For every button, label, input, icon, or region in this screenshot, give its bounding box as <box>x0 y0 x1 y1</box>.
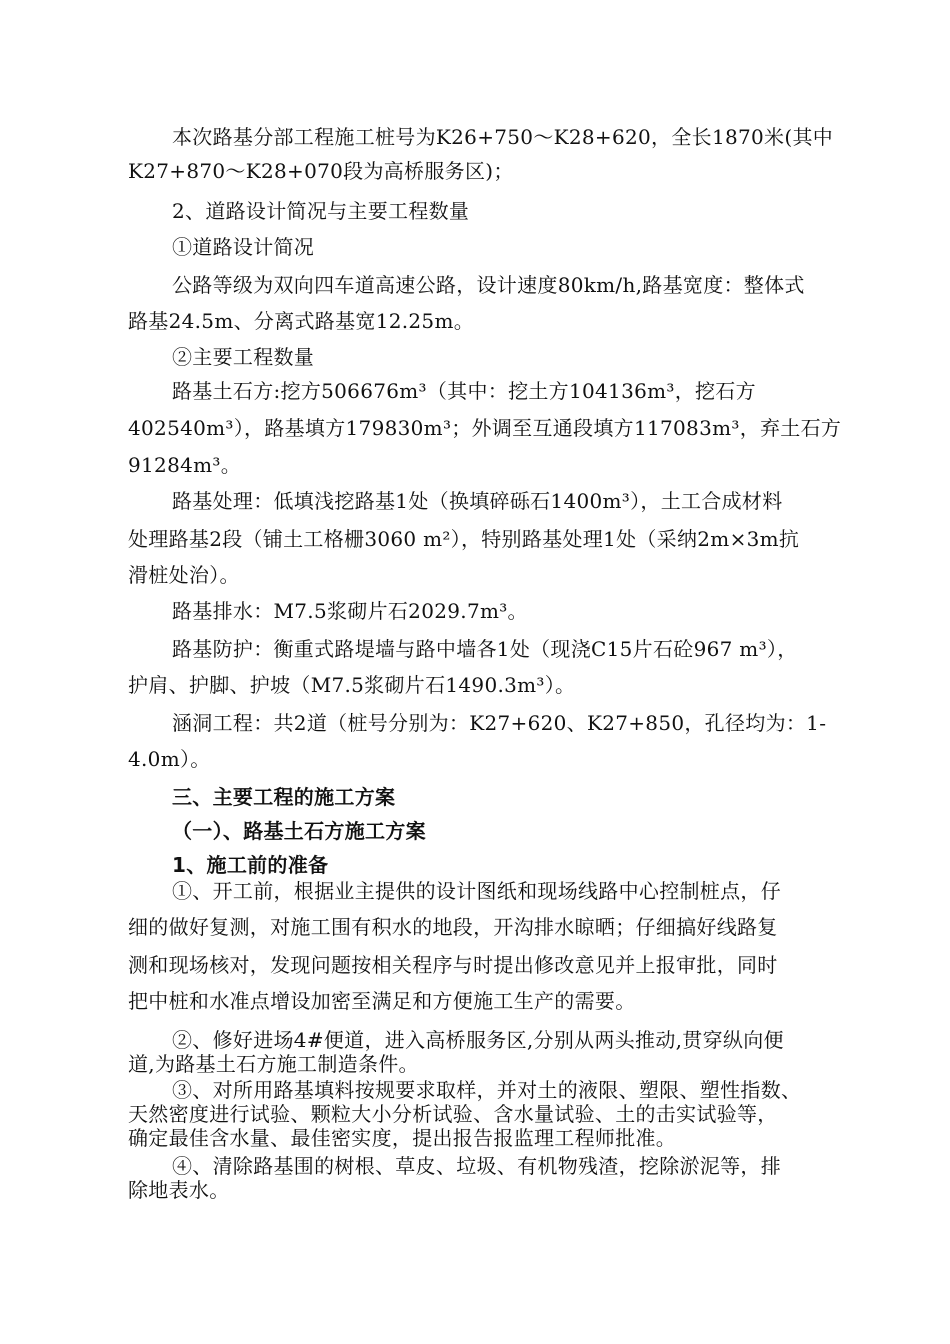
paragraph-line: 路基防护：衡重式路堤墙与路中墙各1处（现浇C15片石砼967 m³）， <box>172 637 798 661</box>
paragraph-line: 道,为路基土石方施工制造条件。 <box>128 1052 419 1076</box>
paragraph-line: 滑桩处治）。 <box>128 563 240 587</box>
paragraph-line: 把中桩和水准点增设加密至满足和方便施工生产的需要。 <box>128 989 636 1013</box>
paragraph-line: 处理路基2段（铺土工格栅3060 m²），特别路基处理1处（采纳2m×3m抗 <box>128 527 800 551</box>
paragraph-line: ④、清除路基围的树根、草皮、垃圾、有机物残渣，挖除淤泥等，排 <box>172 1154 781 1178</box>
paragraph-line: 护肩、护脚、护坡（M7.5浆砌片石1490.3m³）。 <box>128 673 576 697</box>
section-heading: 2、道路设计简况与主要工程数量 <box>172 199 470 223</box>
subsection-heading: ②主要工程数量 <box>172 345 315 369</box>
paragraph-line: 91284m³。 <box>128 453 242 477</box>
paragraph-line: 路基24.5m、分离式路基宽12.25m。 <box>128 309 475 333</box>
paragraph-line: 确定最佳含水量、最佳密实度，提出报告报监理工程师批准。 <box>128 1126 677 1150</box>
paragraph-line: 402540m³），路基填方179830m³；外调至互通段填方117083m³，弃土石方 <box>128 416 842 440</box>
section-heading: （一）、路基土石方施工方案 <box>172 819 426 843</box>
paragraph-line: 本次路基分部工程施工桩号为K26+750～K28+620，全长1870米(其中 <box>172 125 834 149</box>
paragraph-line: ②、修好进场4#便道，进入高桥服务区,分别从两头推动,贯穿纵向便 <box>172 1028 784 1052</box>
paragraph-line: 测和现场核对，发现问题按相关程序与时提出修改意见并上报审批，同时 <box>128 953 778 977</box>
paragraph-line: ③、对所用路基填料按规要求取样，并对土的液限、塑限、塑性指数、 <box>172 1078 802 1102</box>
subsection-heading: 1、施工前的准备 <box>172 853 329 877</box>
paragraph-line: 公路等级为双向四车道高速公路，设计速度80km/h,路基宽度：整体式 <box>172 273 805 297</box>
paragraph-line: 路基处理：低填浅挖路基1处（换填碎砾石1400m³），土工合成材料 <box>172 489 783 513</box>
paragraph-line: 路基土石方:挖方506676m³（其中：挖土方104136m³，挖石方 <box>172 379 756 403</box>
paragraph-line: 细的做好复测，对施工围有积水的地段，开沟排水晾晒；仔细搞好线路复 <box>128 915 778 939</box>
paragraph-line: ①、开工前，根据业主提供的设计图纸和现场线路中心控制桩点，仔 <box>172 879 781 903</box>
paragraph-line: K27+870～K28+070段为高桥服务区)； <box>128 159 514 183</box>
paragraph-line: 天然密度进行试验、颗粒大小分析试验、含水量试验、土的击实试验等， <box>128 1102 778 1126</box>
subsection-heading: ①道路设计简况 <box>172 235 315 259</box>
paragraph-line: 除地表水。 <box>128 1178 230 1202</box>
paragraph-line: 路基排水：M7.5浆砌片石2029.7m³。 <box>172 599 528 623</box>
paragraph-line: 4.0m）。 <box>128 747 211 771</box>
paragraph-line: 涵洞工程：共2道（桩号分别为：K27+620、K27+850，孔径均为：1- <box>172 711 827 735</box>
chapter-heading: 三、主要工程的施工方案 <box>172 785 396 809</box>
